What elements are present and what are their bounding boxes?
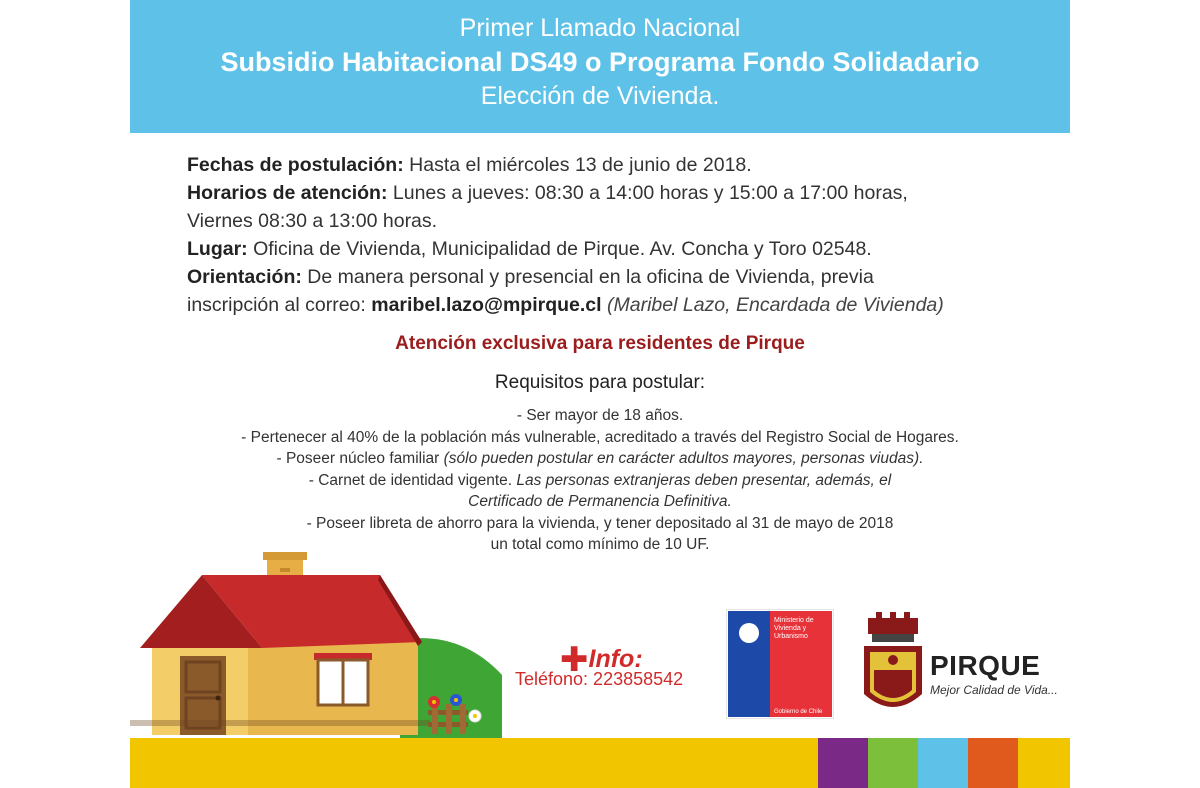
requirement-text: - Poseer núcleo familiar (276, 450, 444, 467)
email-note: (Maribel Lazo, Encardada de Vivienda) (601, 294, 944, 316)
horarios-value: Lunes a jueves: 08:30 a 14:00 horas y 15:00 a 17:00 horas, (387, 182, 908, 204)
requirement-item: - Pertenecer al 40% de la población más vulnerable, acreditado a través del Registro Social de Hogares. (241, 428, 959, 446)
requirement-item (130, 448, 1070, 470)
orientacion-row (187, 263, 1057, 291)
lugar-row (187, 235, 1057, 263)
fechas-label: Fechas de postulación: (187, 154, 404, 176)
color-block-blue (918, 738, 968, 788)
requirement-item (130, 491, 1070, 513)
gobierno-label: Gobierno de Chile (774, 709, 823, 715)
fechas-row (187, 151, 1057, 179)
requirement-item (130, 470, 1070, 492)
orientacion-row2 (187, 291, 1057, 319)
fechas-value: Hasta el miércoles 13 de junio de 2018. (403, 154, 752, 176)
header-title: Subsidio Habitacional DS49 o Programa Fondo Solidadario (220, 47, 980, 77)
pirque-wordmark: PIRQUE (930, 650, 1041, 681)
orientacion-label: Orientación: (187, 266, 302, 288)
header-banner (130, 0, 1070, 133)
plus-icon: ✚ (560, 641, 589, 679)
email-link[interactable]: maribel.lazo@mpirque.cl (371, 294, 602, 316)
color-block-purple (818, 738, 868, 788)
orientacion-value2: inscripción al correo: (187, 294, 372, 316)
more-info-text: Info: (588, 645, 643, 673)
house-illustration (130, 550, 530, 740)
header-line1: Primer Llamado Nacional (459, 14, 741, 42)
lugar-label: Lugar: (187, 238, 248, 260)
horarios-row2: Viernes 08:30 a 13:00 horas. (187, 210, 438, 232)
requirement-text: - Carnet de identidad vigente. (308, 471, 517, 489)
pirque-tagline: Mejor Calidad de Vida... (930, 683, 1058, 697)
requirement-note: Las personas extranjeras deben presentar, además, el (516, 471, 892, 489)
requirement-item: - Ser mayor de 18 años. (516, 407, 684, 424)
requirements-list (130, 405, 1070, 556)
phone-number[interactable]: Teléfono: 223858542 (515, 669, 684, 689)
orientacion-value: De manera personal y presencial en la oficina de Vivienda, previa (301, 266, 874, 288)
requirement-note: Certificado de Permanencia Definitiva. (468, 493, 732, 510)
header-line3: Elección de Vivienda. (480, 82, 720, 110)
requirements-title: Requisitos para postular: (494, 372, 706, 393)
color-block-green (868, 738, 918, 788)
exclusive-notice: Atención exclusiva para residentes de Pirque (395, 333, 805, 354)
horarios-label: Horarios de atención: (187, 182, 388, 204)
ministerio-line1: Ministerio de (774, 617, 814, 624)
requirement-note: (sólo pueden postular en carácter adultos mayores, personas viudas). (443, 450, 924, 467)
ministerio-logo (726, 609, 834, 719)
requirement-item: un total como mínimo de 10 UF. (490, 536, 710, 553)
pirque-crest-icon (862, 612, 924, 720)
ministerio-line2: Vivienda y (774, 625, 807, 632)
coat-of-arms-icon (739, 623, 759, 643)
chimney-cap (263, 552, 307, 560)
ministerio-line3: Urbanismo (774, 633, 808, 640)
info-block (187, 151, 1057, 319)
lugar-value: Oficina de Vivienda, Municipalidad de Pirque. Av. Concha y Toro 02548. (247, 238, 872, 260)
horarios-row (187, 179, 1057, 207)
requirement-item: - Poseer libreta de ahorro para la vivienda, y tener depositado al 31 de mayo de 2018 (306, 514, 894, 532)
color-block-orange (968, 738, 1018, 788)
